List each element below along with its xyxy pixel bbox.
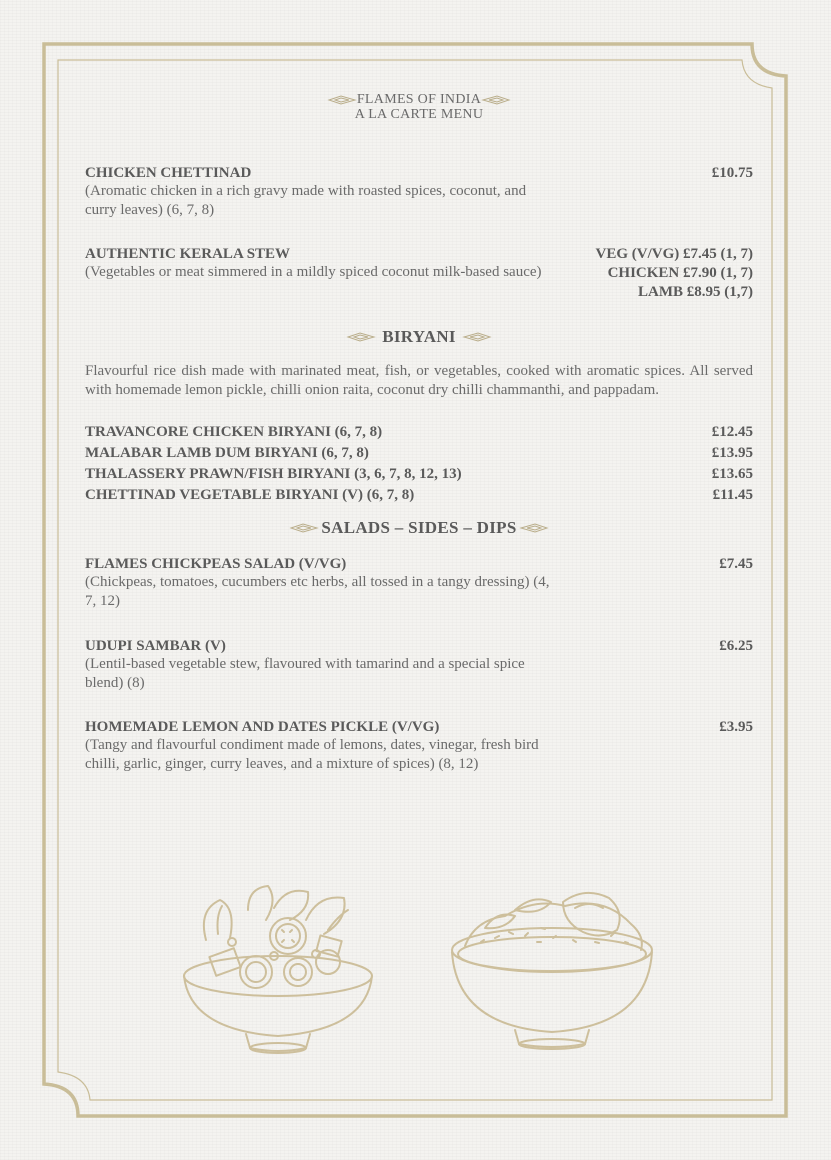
biryani-item (85, 423, 753, 441)
item-price: £3.95 (719, 719, 753, 735)
right-ornament-icon (481, 95, 511, 105)
item-description: (Aromatic chicken in a rich gravy made with roasted spices, coconut, and curry leaves) (6, 7, 8) (85, 183, 527, 218)
item-price: £7.45 (719, 556, 753, 572)
biryani-item (85, 486, 753, 504)
item-name: FLAMES CHICKPEAS SALAD (V/VG) (85, 556, 347, 572)
section-label: BIRYANI (382, 327, 456, 346)
item-name: MALABAR LAMB DUM BIRYANI (6, 7, 8) (85, 445, 369, 461)
item-description: (Chickpeas, tomatoes, cucumbers etc herbs, all tossed in a tangy dressing) (4, 7, 12) (85, 574, 550, 609)
item-price: £13.95 (711, 445, 753, 461)
right-ornament-icon (462, 332, 492, 342)
item-description: (Lentil-based vegetable stew, flavoured with tamarind and a special spice blend) (8) (85, 656, 525, 691)
item-price: £11.45 (712, 487, 753, 503)
menu-header (85, 92, 753, 122)
biryani-intro: Flavourful rice dish made with marinated meat, fish, or vegetables, cooked with aromatic spices. All served with homemade lemon pickle, chilli onion raita, coconut dry chilli chammanthi, and pappadam. (85, 363, 753, 398)
item-name: HOMEMADE LEMON AND DATES PICKLE (V/VG) (85, 719, 440, 735)
menu-item-chickpeas-salad (85, 555, 753, 610)
item-name: THALASSERY PRAWN/FISH BIRYANI (3, 6, 7, 8, 12, 13) (85, 466, 462, 482)
left-ornament-icon (327, 95, 357, 105)
item-description: (Tangy and flavourful condiment made of lemons, dates, vinegar, fresh bird chilli, garlic, ginger, curry leaves, and a mixture of spices) (8, 12) (85, 737, 539, 772)
item-price: £13.65 (711, 466, 753, 482)
item-description: (Vegetables or meat simmered in a mildly spiced coconut milk-based sauce) (85, 264, 542, 280)
menu-subtitle: A LA CARTE MENU (354, 107, 484, 122)
item-price: £10.75 (711, 165, 753, 181)
section-title-biryani (85, 327, 753, 347)
menu-item-lemon-dates-pickle (85, 718, 753, 773)
section-title-sides (85, 518, 753, 538)
item-price-list (596, 245, 754, 302)
section-label: SALADS – SIDES – DIPS (321, 518, 517, 537)
item-name: TRAVANCORE CHICKEN BIRYANI (6, 7, 8) (85, 424, 383, 440)
biryani-item (85, 465, 753, 483)
item-name: UDUPI SAMBAR (V) (85, 638, 226, 654)
price-veg: VEG (V/VG) £7.45 (1, 7) (595, 246, 753, 262)
biryani-bowl-illustration (445, 880, 660, 1060)
price-lamb: LAMB £8.95 (1,7) (638, 284, 753, 300)
item-name: CHETTINAD VEGETABLE BIRYANI (V) (6, 7, 8) (85, 487, 415, 503)
item-price: £6.25 (719, 638, 753, 654)
item-name: AUTHENTIC KERALA STEW (85, 246, 291, 262)
item-name: CHICKEN CHETTINAD (85, 165, 252, 181)
menu-item-chicken-chettinad (85, 164, 753, 219)
menu-item-udupi-sambar (85, 637, 753, 692)
item-price: £12.45 (711, 424, 753, 440)
right-ornament-icon (519, 523, 549, 533)
biryani-item (85, 444, 753, 462)
left-ornament-icon (289, 523, 319, 533)
restaurant-name: FLAMES OF INDIA (356, 92, 482, 107)
left-ornament-icon (346, 332, 376, 342)
menu-item-kerala-stew (85, 245, 753, 300)
price-chicken: CHICKEN £7.90 (1, 7) (607, 265, 753, 281)
salad-bowl-illustration (178, 880, 378, 1060)
